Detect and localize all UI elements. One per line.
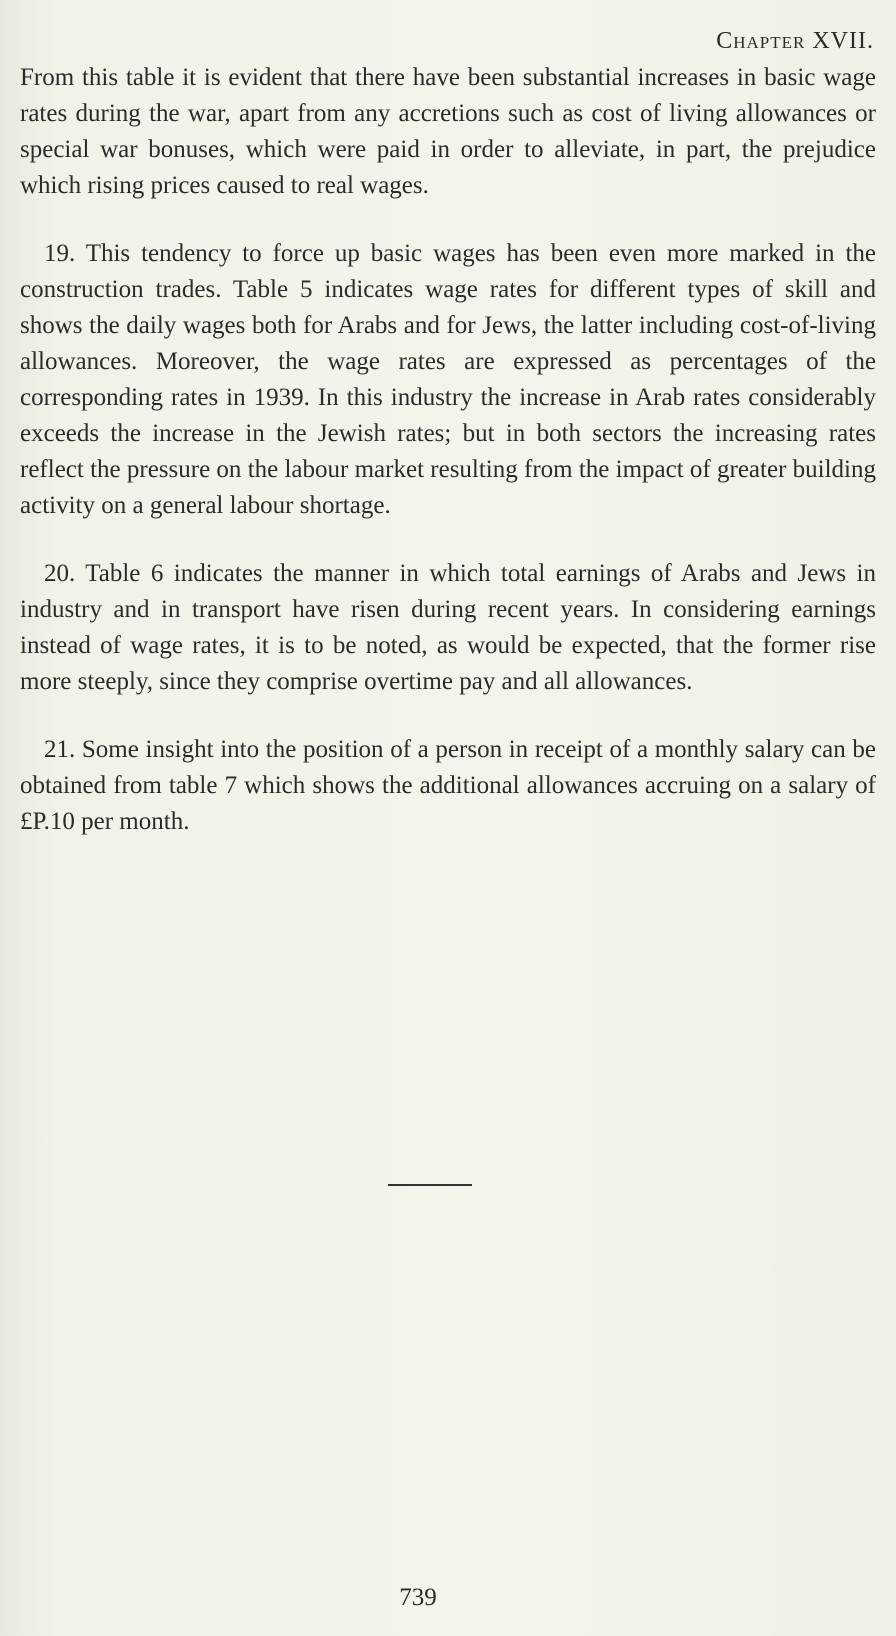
section-divider xyxy=(388,1184,472,1186)
paragraph-continuation: From this table it is evident that there have been substantial increases in basic wage rates during the war, apart from any accretions such as cost of living allowances or special war bonuses, which were paid in order to alleviate, in part, the prejudice which rising prices caused to real wages. xyxy=(20,64,876,199)
paragraph-20: 20. Table 6 indicates the manner in which total earnings of Arabs and Jews in industry and in transport have risen during recent years. In considering earnings instead of wage rates, it is to be noted, as would be expected, that the former rise more steeply, since they comprise overtime pay and all allowances. xyxy=(20,560,876,695)
body-text xyxy=(20,60,876,872)
paragraph-21: 21. Some insight into the position of a person in receipt of a monthly salary can be obtained from table 7 which shows the additional allowances accruing on a salary of £P.10 per month. xyxy=(20,736,876,835)
chapter-header: Chapter XVII. xyxy=(716,28,874,54)
paragraph-19: 19. This tendency to force up basic wages has been even more marked in the construction trades. Table 5 indicates wage rates for different types of skill and shows the daily wages both for Arabs and for Jews, the latter including cost-of-living allowances. Moreover, the wage rates are expressed as percentages of the corresponding rates in 1939. In this industry the increase in Arab rates considerably exceeds the increase in the Jewish rates; but in both sectors the increasing rates reflect the pressure on the labour market resulting from the impact of greater building activity on a general labour shortage. xyxy=(20,240,876,519)
page-number: 739 xyxy=(399,1584,437,1611)
